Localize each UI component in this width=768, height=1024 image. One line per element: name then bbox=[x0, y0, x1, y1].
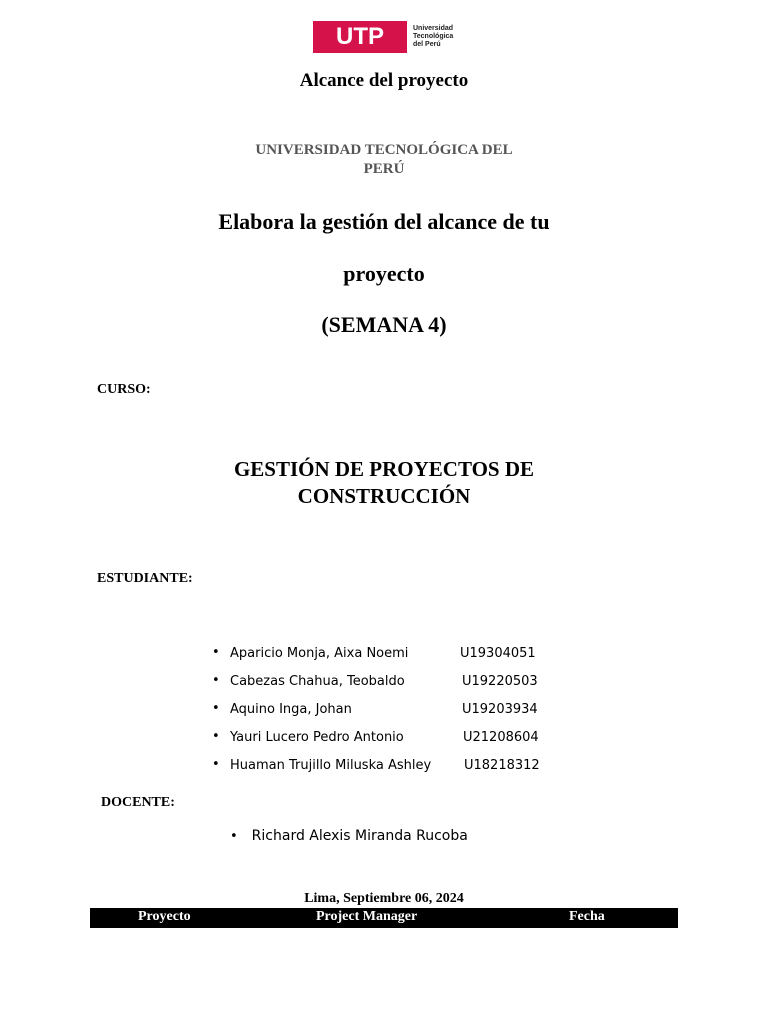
logo-line-2: Tecnológica bbox=[413, 33, 454, 40]
student-code: U18218312 bbox=[464, 758, 540, 773]
teacher-name: Richard Alexis Miranda Rucoba bbox=[251, 828, 468, 844]
course-name bbox=[0, 456, 768, 510]
logo-wordmark bbox=[413, 25, 453, 49]
student-code: U19220503 bbox=[462, 674, 538, 689]
student-name: Aparicio Monja, Aixa Noemi bbox=[230, 646, 409, 661]
student-name: Huaman Trujillo Miluska Ashley bbox=[230, 758, 432, 773]
utp-logo bbox=[313, 21, 453, 53]
university-line-2: PERÚ bbox=[363, 161, 405, 177]
header-project: Proyecto bbox=[138, 909, 191, 924]
assignment-title-line-1: Elabora la gestión del alcance de tu bbox=[218, 209, 550, 234]
student-code: U19304051 bbox=[460, 646, 536, 661]
header-date: Fecha bbox=[569, 909, 605, 924]
student-code: U19203934 bbox=[462, 702, 538, 717]
university-line-1: UNIVERSIDAD TECNOLÓGICA DEL bbox=[255, 142, 513, 158]
logo-mark bbox=[313, 21, 407, 53]
place-date: Lima, Septiembre 06, 2024 bbox=[304, 891, 464, 906]
course-label: CURSO: bbox=[97, 382, 151, 397]
student-name: Yauri Lucero Pedro Antonio bbox=[230, 730, 404, 745]
document-title: Alcance del proyecto bbox=[299, 70, 469, 91]
logo-letters: UTP bbox=[336, 23, 384, 50]
bullet: • bbox=[212, 757, 220, 772]
bullet: • bbox=[212, 673, 220, 688]
header-project-manager: Project Manager bbox=[316, 909, 418, 924]
bullet: • bbox=[230, 829, 238, 844]
teacher-label: DOCENTE: bbox=[101, 795, 175, 810]
bullet: • bbox=[212, 645, 220, 660]
logo-line-1: Universidad bbox=[413, 25, 454, 32]
bullet: • bbox=[212, 729, 220, 744]
assignment-week: (SEMANA 4) bbox=[321, 312, 447, 337]
assignment-title-line-2: proyecto bbox=[343, 261, 425, 286]
course-line-2: CONSTRUCCIÓN bbox=[297, 484, 471, 508]
course-line-1: GESTIÓN DE PROYECTOS DE bbox=[233, 457, 535, 481]
university-name bbox=[0, 141, 768, 179]
student-code: U21208604 bbox=[463, 730, 539, 745]
table-header bbox=[90, 908, 678, 928]
student-name: Cabezas Chahua, Teobaldo bbox=[230, 674, 405, 689]
student-name: Aquino Inga, Johan bbox=[230, 702, 352, 717]
bullet: • bbox=[212, 701, 220, 716]
student-label: ESTUDIANTE: bbox=[97, 571, 193, 586]
logo-line-3: del Perú bbox=[413, 41, 441, 48]
teacher-item bbox=[230, 828, 468, 844]
